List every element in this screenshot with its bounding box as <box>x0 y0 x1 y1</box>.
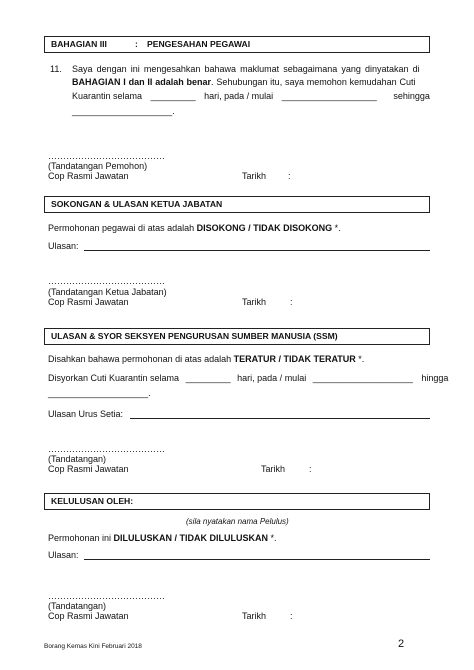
applicant-stamp-label: Cop Rasmi Jawatan <box>48 171 129 181</box>
support-comment-label: Ulasan: <box>48 241 79 251</box>
support-statement <box>48 223 341 233</box>
section-header-kelulusan: KELULUSAN OLEH: <box>44 493 430 510</box>
approval-statement-text: Permohonan ini <box>48 533 114 543</box>
start-date-field[interactable]: ___________________ <box>281 91 377 101</box>
head-date-colon: : <box>290 297 293 307</box>
hr-recommendation-line <box>48 373 448 383</box>
footer-revision-note: Borang Kemas Kini Februari 2018 <box>44 643 142 650</box>
declaration-duration-label: Kuarantin selama <box>72 91 143 101</box>
declaration-line-1: Saya dengan ini mengesahkan bahawa maklumat sebagaimana yang dinyatakan di <box>72 64 420 74</box>
applicant-date-colon: : <box>288 171 291 181</box>
head-date-label: Tarikh <box>242 297 267 307</box>
head-stamp-label: Cop Rasmi Jawatan <box>48 297 129 307</box>
approval-options: DILULUSKAN / TIDAK DILULUSKAN <box>113 533 269 543</box>
hr-options: TERATUR / TIDAK TERATUR <box>233 354 356 364</box>
approver-date-label: Tarikh <box>242 611 267 621</box>
section-title-colon: : <box>135 39 138 49</box>
approver-name-note: (sila nyatakan nama Pelulus) <box>186 517 289 526</box>
hr-duration-label: Disyorkan Cuti Kuarantin selama <box>48 373 180 383</box>
support-options: DISOKONG / TIDAK DISOKONG <box>196 223 333 233</box>
page-number: 2 <box>398 638 405 650</box>
approver-stamp-label: Cop Rasmi Jawatan <box>48 611 129 621</box>
hr-start-label: hari, pada / mulai <box>237 373 307 383</box>
section-title-left: BAHAGIAN III <box>51 39 107 49</box>
approver-signature-label: (Tandatangan) <box>48 601 107 611</box>
hr-statement-text: Disahkan bahawa permohonan di atas adalah <box>48 354 234 364</box>
declaration-line-2 <box>72 77 415 87</box>
declaration-start-label: hari, pada / mulai <box>204 91 274 101</box>
head-signature-line[interactable]: ………………………………… <box>48 276 165 286</box>
section-header-pengesahan-pegawai <box>44 36 430 53</box>
secretariat-date-colon: : <box>309 464 312 474</box>
support-statement-text: Permohonan pegawai di atas adalah <box>48 223 197 233</box>
declaration-line-3 <box>72 91 430 101</box>
support-statement-end: *. <box>332 223 341 233</box>
hr-duration-days-field[interactable]: _________ <box>185 373 231 383</box>
item-number: 11. <box>50 64 62 74</box>
declaration-until-label: sehingga <box>393 91 430 101</box>
hr-statement <box>48 354 364 364</box>
declaration-line-2-rest: . Sehubungan itu, saya memohon kemudahan Cuti <box>211 77 416 87</box>
section-header-ssm: ULASAN & SYOR SEKSYEN PENGURUSAN SUMBER MANUSIA (SSM) <box>44 328 430 345</box>
approval-comment-label: Ulasan: <box>48 550 79 560</box>
section-title-right: PENGESAHAN PEGAWAI <box>147 39 251 49</box>
support-comment-field[interactable] <box>84 250 430 251</box>
secretariat-signature-label: (Tandatangan) <box>48 454 107 464</box>
duration-days-field[interactable]: _________ <box>150 91 196 101</box>
hr-end-date-field[interactable]: ____________________. <box>48 388 151 398</box>
approver-date-colon: : <box>290 611 293 621</box>
approval-statement-end: *. <box>268 533 277 543</box>
approval-statement <box>48 533 277 543</box>
hr-statement-end: *. <box>355 354 365 364</box>
hr-until-label: hingga <box>421 373 449 383</box>
declaration-bold-text: BAHAGIAN I dan II adalah benar <box>72 77 212 87</box>
secretariat-signature-line[interactable]: ………………………………… <box>48 444 165 454</box>
end-date-field[interactable]: ____________________. <box>72 106 175 116</box>
applicant-signature-line[interactable]: ………………………………… <box>48 151 165 161</box>
secretariat-comment-label: Ulasan Urus Setia: <box>48 409 124 419</box>
section-header-sokongan: SOKONGAN & ULASAN KETUA JABATAN <box>44 196 430 213</box>
head-signature-label: (Tandatangan Ketua Jabatan) <box>48 287 167 297</box>
secretariat-date-label: Tarikh <box>261 464 286 474</box>
applicant-signature-label: (Tandatangan Pemohon) <box>48 161 148 171</box>
hr-start-date-field[interactable]: ____________________ <box>312 373 413 383</box>
approval-comment-field[interactable] <box>84 559 430 560</box>
secretariat-comment-field[interactable] <box>130 418 430 419</box>
secretariat-stamp-label: Cop Rasmi Jawatan <box>48 464 129 474</box>
approver-signature-line[interactable]: ………………………………… <box>48 591 165 601</box>
applicant-date-label: Tarikh <box>242 171 267 181</box>
